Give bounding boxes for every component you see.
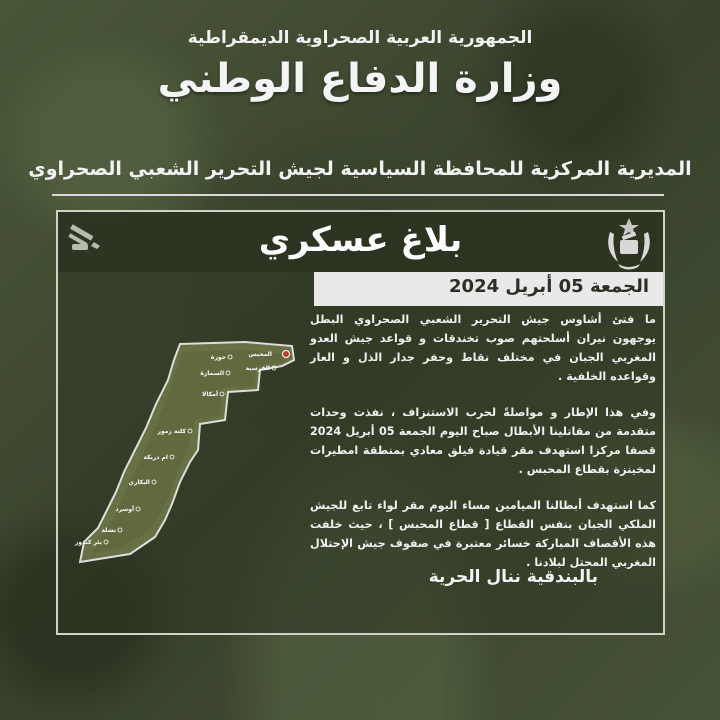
- svg-text:البكاري: البكاري: [128, 479, 150, 486]
- western-sahara-map: [60, 332, 310, 567]
- title-bar: [58, 212, 663, 272]
- rocket-launcher-icon: [64, 216, 104, 256]
- svg-text:المحبس: المحبس: [248, 351, 272, 358]
- statement-body: [310, 310, 656, 589]
- svg-text:السمارة: السمارة: [200, 370, 224, 377]
- statement-panel: [56, 210, 665, 635]
- statement-date: الجمعة 05 أبريل 2024: [449, 276, 649, 297]
- svg-text:حوزة: حوزة: [210, 354, 226, 361]
- header-divider: [52, 194, 664, 196]
- statement-title: بلاغ عسكري: [258, 220, 463, 260]
- ministry-name: وزارة الدفاع الوطني: [157, 56, 563, 102]
- statement-paragraph: كما استهدف أبطالنا الميامين مساء اليوم مقر لواء تابع للجيش الملكي الجبان بنفس القطاع [ قطاع المحبس ] ، حيث خلفت هذه الأقصاف المباركة خسائر معتبرة في صفوف جيش الإحتلال المغربي المحتل لبلادنا .: [310, 499, 656, 569]
- statement-slogan: بالبندقية ننال الحرية: [428, 567, 598, 587]
- republic-name: الجمهورية العربية الصحراوية الديمقراطية: [187, 28, 533, 48]
- svg-text:بئر كندوز: بئر كندوز: [74, 539, 102, 546]
- svg-text:ام دريكة: ام دريكة: [143, 454, 168, 461]
- statement-paragraph: ما فتئ أشاوس جيش التحرير الشعبي الصحراوي البطل يوجهون نيران أسلحتهم صوب تخندقات و قواعد جيش العدو المغربي الجبان في مختلف نقاط وحفر جدار الذل و العار وقواعده الخلفية .: [310, 313, 656, 383]
- svg-text:أوسرد: أوسرد: [115, 506, 134, 513]
- svg-text:تشلة: تشلة: [101, 527, 116, 534]
- svg-text:أمكالا: أمكالا: [202, 391, 218, 398]
- svg-text:كلتة زمور: كلتة زمور: [157, 428, 186, 435]
- statement-paragraph: وفي هذا الإطار و مواصلةً لحرب الاستنزاف ، نفذت وحدات متقدمة من مقاتلينا الأبطال صباح اليوم الجمعة 05 أبريل 2024 قصفا مركزا استهدف مقر قيادة فيلق معادي بمنطقة امطيرات لمخينزة بقطاع المحبس .: [310, 406, 656, 476]
- date-bar: [314, 272, 663, 306]
- sadr-army-emblem-icon: [598, 212, 660, 274]
- map-place-mahbes: [248, 351, 289, 359]
- directorate-name: المديرية المركزية للمحافظة السياسية لجيش التحرير الشعبي الصحراوي: [28, 158, 692, 180]
- svg-text:الفرسية: الفرسية: [245, 365, 270, 372]
